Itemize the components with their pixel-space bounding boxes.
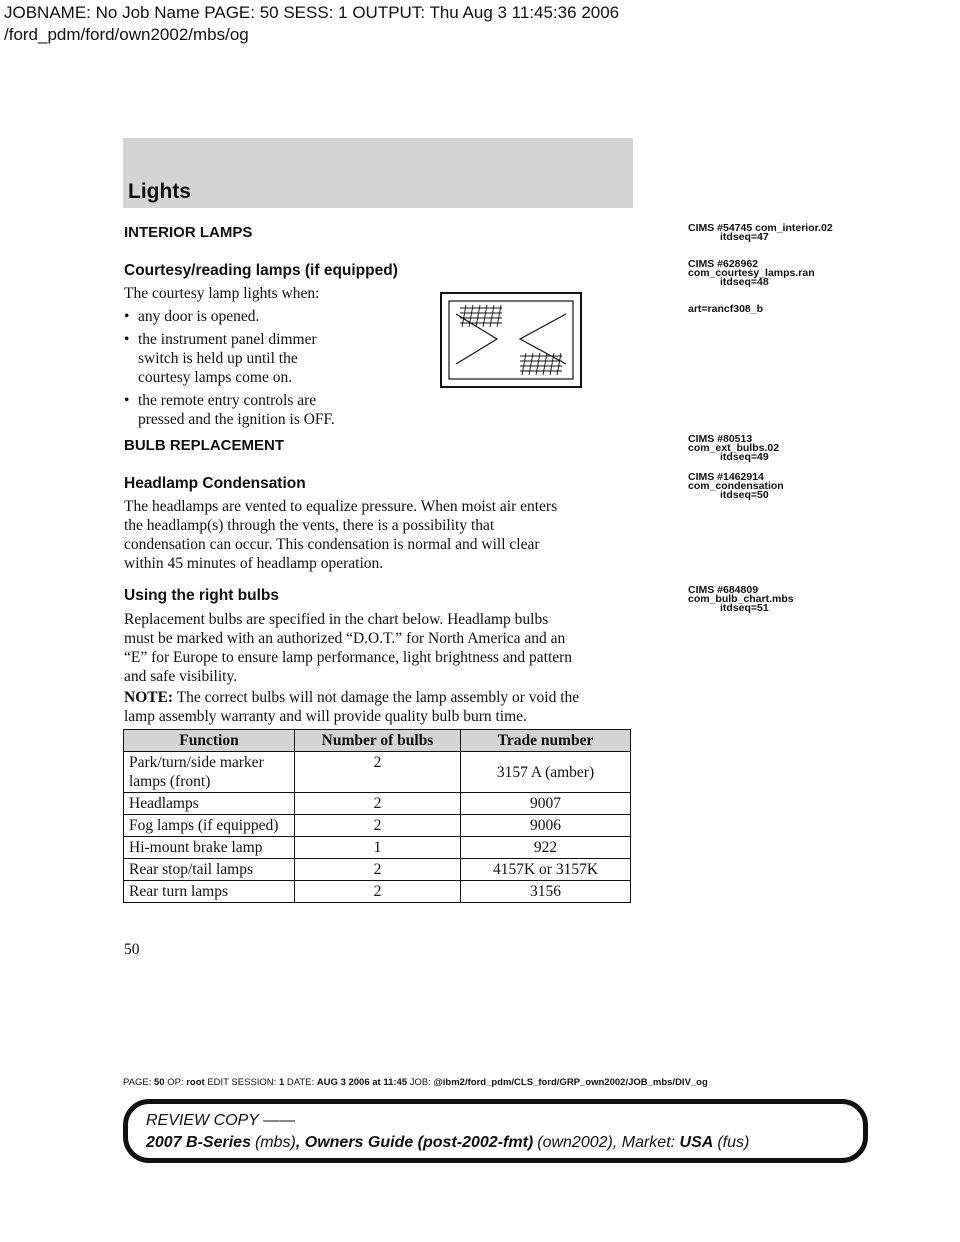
cims-line: com_bulb_chart.mbs (688, 593, 794, 605)
table-row (124, 752, 631, 793)
note-text: The correct bulbs will not damage the lamp assembly or void the (176, 689, 580, 706)
column-header: Number of bulbs (295, 730, 461, 752)
review-copy-box (123, 1099, 868, 1163)
table-cell: Headlamps (124, 793, 295, 815)
art-reference: art=rancf308_b (688, 303, 764, 315)
bullet-line: switch is held up until the (138, 350, 298, 367)
table-cell: Rear stop/tail lamps (124, 859, 295, 881)
bullet-line: pressed and the ignition is OFF. (138, 411, 335, 428)
review-market-label: , Market: (612, 1134, 676, 1151)
table-row (124, 859, 631, 881)
footer-label: PAGE: (123, 1077, 152, 1088)
cims-courtesy (688, 260, 815, 287)
bullet-line: the remote entry controls are (138, 392, 317, 409)
footer-label: EDIT SESSION: (207, 1077, 277, 1088)
table-cell: Rear turn lamps (124, 881, 295, 903)
footer-meta (123, 1077, 708, 1088)
table-cell: 9007 (461, 793, 631, 815)
review-guide: Owners Guide (post-2002-fmt) (304, 1134, 534, 1151)
job-header-line2: /ford_pdm/ford/own2002/mbs/og (4, 25, 249, 44)
cims-line: itdseq=48 (720, 276, 769, 288)
column-header: Trade number (461, 730, 631, 752)
bullet-line: the instrument panel dimmer (138, 331, 317, 348)
list-item: • the instrument panel dimmer switch is held up until the courtesy lamps come on. (124, 331, 317, 386)
table-cell: 2 (295, 752, 461, 793)
section-header-band (123, 138, 633, 208)
review-copy-details (146, 1134, 749, 1152)
note-paragraph (124, 688, 636, 726)
cims-line: itdseq=50 (720, 489, 769, 501)
section-title: Lights (128, 180, 191, 203)
cims-line: itdseq=49 (720, 451, 769, 463)
condensation-heading: Headlamp Condensation (124, 475, 306, 492)
cims-line: itdseq=47 (720, 231, 769, 243)
review-model: 2007 B-Series (146, 1134, 251, 1151)
review-market: USA (679, 1134, 714, 1151)
paragraph-line: within 45 minutes of headlamp operation. (124, 555, 384, 572)
review-separator: , (295, 1134, 301, 1151)
footer-label: DATE: (286, 1077, 315, 1088)
footer-value: 1 (278, 1077, 285, 1088)
footer-value: 50 (153, 1077, 165, 1088)
review-copy-label: REVIEW COPY —— (146, 1112, 296, 1129)
footer-value: root (186, 1077, 205, 1088)
paragraph-line: must be marked with an authorized “D.O.T.” for North America and an (124, 630, 566, 647)
review-market-code: (fus) (717, 1134, 750, 1151)
table-row (124, 881, 631, 903)
bullet-line: courtesy lamps come on. (138, 369, 293, 386)
courtesy-intro: The courtesy lamp lights when: (124, 285, 320, 302)
cims-line: CIMS #1462914 (688, 471, 764, 483)
cims-line: CIMS #684809 (688, 584, 759, 596)
table-cell: 2 (295, 793, 461, 815)
table-cell: 3157 A (amber) (461, 752, 631, 793)
review-model-code: (mbs) (254, 1134, 296, 1151)
right-bulbs-heading: Using the right bulbs (124, 587, 279, 604)
page-number: 50 (124, 941, 140, 958)
paragraph-line: and safe visibility. (124, 668, 238, 685)
cims-bulbs (688, 435, 779, 462)
cims-line: com_condensation (688, 480, 784, 492)
table-row (124, 793, 631, 815)
table-cell: 922 (461, 837, 631, 859)
table-cell: Hi-mount brake lamp (124, 837, 295, 859)
courtesy-lamp-illustration (440, 292, 582, 388)
paragraph-line: condensation can occur. This condensation is normal and will clear (124, 536, 540, 553)
table-cell: Park/turn/side marker lamps (front) (124, 752, 295, 793)
table-cell: 2 (295, 815, 461, 837)
footer-value: AUG 3 2006 at 11:45 (316, 1077, 408, 1088)
review-guide-code: (own2002) (537, 1134, 613, 1151)
cims-line: itdseq=51 (720, 602, 769, 614)
table-cell: 9006 (461, 815, 631, 837)
cims-line: CIMS #54745 com_interior.02 (688, 222, 833, 234)
paragraph-line: The headlamps are vented to equalize pressure. When moist air enters (124, 498, 558, 515)
cims-condensation (688, 473, 784, 500)
table-row (124, 815, 631, 837)
note-label: NOTE: (124, 689, 174, 706)
bulb-table (123, 729, 631, 903)
table-cell: 2 (295, 881, 461, 903)
table-cell: Fog lamps (if equipped) (124, 815, 295, 837)
bullet-line: any door is opened. (138, 308, 260, 325)
cims-line: com_courtesy_lamps.ran (688, 267, 815, 279)
courtesy-list (124, 284, 404, 429)
paragraph-line: “E” for Europe to ensure lamp performance, light brightness and pattern (124, 649, 573, 666)
job-header-line1: JOBNAME: No Job Name PAGE: 50 SESS: 1 OUTPUT: Thu Aug 3 11:45:36 2006 (4, 3, 620, 22)
job-header (4, 2, 619, 46)
paragraph-line: Replacement bulbs are specified in the chart below. Headlamp bulbs (124, 611, 549, 628)
footer-value: @ibm2/ford_pdm/CLS_ford/GRP_own2002/JOB_mbs/DIV_og (433, 1077, 708, 1088)
column-header: Function (124, 730, 295, 752)
cims-line: CIMS #80513 (688, 433, 753, 445)
table-row (124, 837, 631, 859)
table-cell: 2 (295, 859, 461, 881)
table-cell: 4157K or 3157K (461, 859, 631, 881)
condensation-paragraph (124, 497, 634, 573)
cims-line: com_ext_bulbs.02 (688, 442, 780, 454)
table-cell: 1 (295, 837, 461, 859)
cims-interior (688, 224, 833, 242)
table-cell: 3156 (461, 881, 631, 903)
right-bulbs-paragraph (124, 610, 634, 686)
paragraph-line: the headlamp(s) through the vents, there is a possibility that (124, 517, 495, 534)
cims-bulb-chart (688, 586, 794, 613)
courtesy-heading: Courtesy/reading lamps (if equipped) (124, 262, 398, 279)
list-item: • any door is opened. (124, 308, 260, 325)
table-header-row (124, 730, 631, 752)
cims-line: CIMS #628962 (688, 258, 759, 270)
interior-lamps-heading: INTERIOR LAMPS (124, 224, 253, 241)
note-text-2: lamp assembly warranty and will provide quality bulb burn time. (124, 708, 527, 725)
bulb-replacement-heading: BULB REPLACEMENT (124, 437, 284, 454)
footer-label: OP: (167, 1077, 184, 1088)
list-item: • the remote entry controls are pressed and the ignition is OFF. (124, 392, 335, 428)
footer-label: JOB: (409, 1077, 431, 1088)
